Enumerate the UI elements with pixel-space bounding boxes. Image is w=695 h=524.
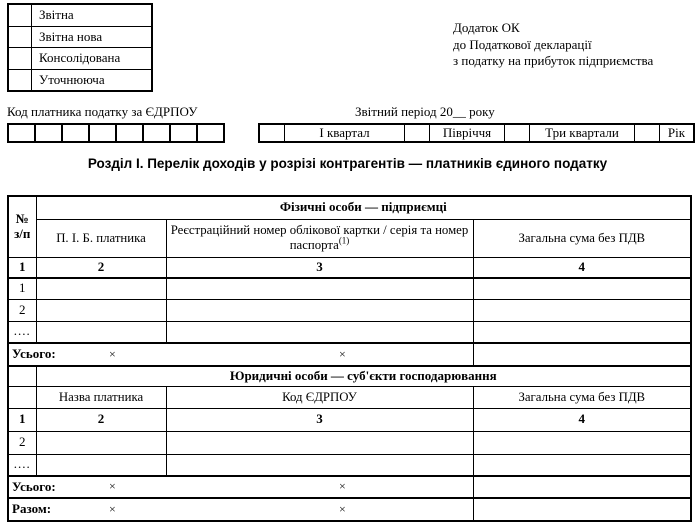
period-checkbox-q1[interactable]	[259, 124, 285, 142]
grand-total-sum-cell[interactable]	[473, 498, 691, 521]
col-number-1: 1	[8, 257, 36, 278]
x-mark: ×	[339, 501, 346, 516]
col-number-4: 4	[473, 257, 691, 278]
edrpou-box-row	[8, 124, 224, 142]
empty-data-cell[interactable]	[36, 431, 166, 454]
col-header-payer-name: Назва платника	[36, 386, 166, 408]
edrpou-digit-box-6[interactable]	[143, 124, 170, 142]
individuals-column-numbers-row	[8, 257, 691, 278]
empty-data-cell[interactable]	[166, 431, 473, 454]
col-number-1: 1	[8, 408, 36, 431]
period-checkbox-halfyear[interactable]	[405, 124, 430, 142]
appendix-line-2: до Податкової декларації	[453, 36, 592, 52]
report-type-table	[7, 3, 153, 92]
legal-data-row-2	[8, 431, 691, 454]
empty-data-cell[interactable]	[166, 299, 473, 321]
col-header-sum: Загальна сума без ПДВ	[473, 386, 691, 408]
empty-no-cell	[8, 386, 36, 408]
individuals-data-row-2	[8, 299, 691, 321]
empty-data-cell[interactable]	[166, 278, 473, 299]
individuals-column-header-row	[8, 219, 691, 257]
period-option-threequarters: Три квартали	[530, 124, 635, 142]
period-row	[259, 124, 694, 142]
group-header-individuals: Фізичні особи — підприємці	[36, 196, 691, 219]
edrpou-digit-box-1[interactable]	[8, 124, 35, 142]
edrpou-digit-box-4[interactable]	[89, 124, 116, 142]
edrpou-code-boxes	[7, 123, 225, 143]
contractors-income-table	[7, 195, 692, 522]
col-number-2: 2	[36, 257, 166, 278]
empty-no-cell	[8, 366, 36, 386]
empty-data-cell[interactable]	[473, 454, 691, 476]
row-number-cell: ....	[8, 454, 36, 476]
empty-data-cell[interactable]	[166, 321, 473, 343]
col-number-2: 2	[36, 408, 166, 431]
report-type-label: Уточнююча	[32, 69, 153, 91]
legal-group-header-row	[8, 366, 691, 386]
no-line2: з/п	[14, 225, 31, 241]
legal-column-numbers-row	[8, 408, 691, 431]
individuals-total-cell	[8, 343, 473, 366]
col-header-edrpou-code: Код ЄДРПОУ	[166, 386, 473, 408]
group-header-legal-entities: Юридичні особи — суб'єкти господарювання	[36, 366, 691, 386]
grand-total-label: Разом:	[12, 501, 52, 517]
row-number-cell: 1	[8, 278, 36, 299]
empty-data-cell[interactable]	[473, 278, 691, 299]
col-header-sum: Загальна сума без ПДВ	[473, 219, 691, 257]
empty-data-cell[interactable]	[36, 321, 166, 343]
period-option-q1: І квартал	[285, 124, 405, 142]
report-type-checkbox-konsolidovana[interactable]	[8, 48, 32, 70]
period-checkbox-year[interactable]	[635, 124, 660, 142]
legal-column-header-row	[8, 386, 691, 408]
individuals-group-header-row	[8, 196, 691, 219]
col-number-4: 4	[473, 408, 691, 431]
x-mark: ×	[109, 501, 116, 516]
report-type-checkbox-zvitna-nova[interactable]	[8, 26, 32, 48]
report-type-label: Консолідована	[32, 48, 153, 70]
empty-data-cell[interactable]	[36, 454, 166, 476]
edrpou-digit-box-2[interactable]	[35, 124, 62, 142]
report-type-label: Звітна	[32, 4, 153, 26]
individuals-data-row-dots	[8, 321, 691, 343]
legal-data-row-dots	[8, 454, 691, 476]
legal-total-row	[8, 476, 691, 498]
empty-data-cell[interactable]	[166, 454, 473, 476]
x-mark: ×	[109, 346, 116, 361]
col-number-3: 3	[166, 408, 473, 431]
row-number-cell: ....	[8, 321, 36, 343]
report-type-checkbox-utochniuiucha[interactable]	[8, 69, 32, 91]
col-header-name: П. І. Б. платника	[36, 219, 166, 257]
row-number-cell: 2	[8, 299, 36, 321]
report-type-row	[8, 48, 152, 70]
empty-data-cell[interactable]	[473, 431, 691, 454]
no-line1: №	[15, 210, 29, 226]
report-type-label: Звітна нова	[32, 26, 153, 48]
period-checkbox-threequarters[interactable]	[505, 124, 530, 142]
edrpou-digit-box-7[interactable]	[170, 124, 197, 142]
edrpou-digit-box-5[interactable]	[116, 124, 143, 142]
row-number-cell: 2	[8, 431, 36, 454]
edrpou-digit-box-8[interactable]	[197, 124, 224, 142]
appendix-line-1: Додаток ОК	[453, 20, 520, 35]
empty-data-cell[interactable]	[36, 278, 166, 299]
period-table	[258, 123, 695, 143]
total-sum-cell[interactable]	[473, 343, 691, 366]
report-type-checkbox-zvitna[interactable]	[8, 4, 32, 26]
period-option-year: Рік	[660, 124, 695, 142]
individuals-total-row	[8, 343, 691, 366]
empty-data-cell[interactable]	[36, 299, 166, 321]
report-type-row	[8, 69, 152, 91]
empty-data-cell[interactable]	[473, 299, 691, 321]
col-header-registration	[166, 219, 473, 257]
section-title: Розділ І. Перелік доходів у розрізі контрагентів — платників єдиного податку	[87, 156, 608, 171]
total-label: Усього:	[12, 346, 56, 362]
col-header-no	[8, 196, 36, 257]
col-header-registration-text: Реєстраційний номер облікової картки / серія та номер паспорта	[170, 223, 469, 252]
period-label: Звітний період 20__ року	[355, 104, 495, 119]
x-mark: ×	[109, 479, 116, 494]
period-option-halfyear: Півріччя	[430, 124, 505, 142]
total-label: Усього:	[12, 478, 56, 494]
footnote-marker: (1)	[338, 235, 350, 246]
legal-total-cell	[8, 476, 473, 498]
individuals-data-row-1	[8, 278, 691, 299]
edrpou-digit-box-3[interactable]	[62, 124, 89, 142]
x-mark: ×	[339, 479, 346, 494]
edrpou-code-label: Код платника податку за ЄДРПОУ	[7, 104, 198, 119]
col-number-3: 3	[166, 257, 473, 278]
report-type-row	[8, 4, 152, 26]
x-mark: ×	[339, 346, 346, 361]
report-type-row	[8, 26, 152, 48]
grand-total-row	[8, 498, 691, 521]
appendix-line-3: з податку на прибуток підприємства	[453, 53, 654, 68]
empty-data-cell[interactable]	[473, 321, 691, 343]
grand-total-cell	[8, 498, 473, 521]
appendix-note	[453, 20, 653, 70]
total-sum-cell[interactable]	[473, 476, 691, 498]
